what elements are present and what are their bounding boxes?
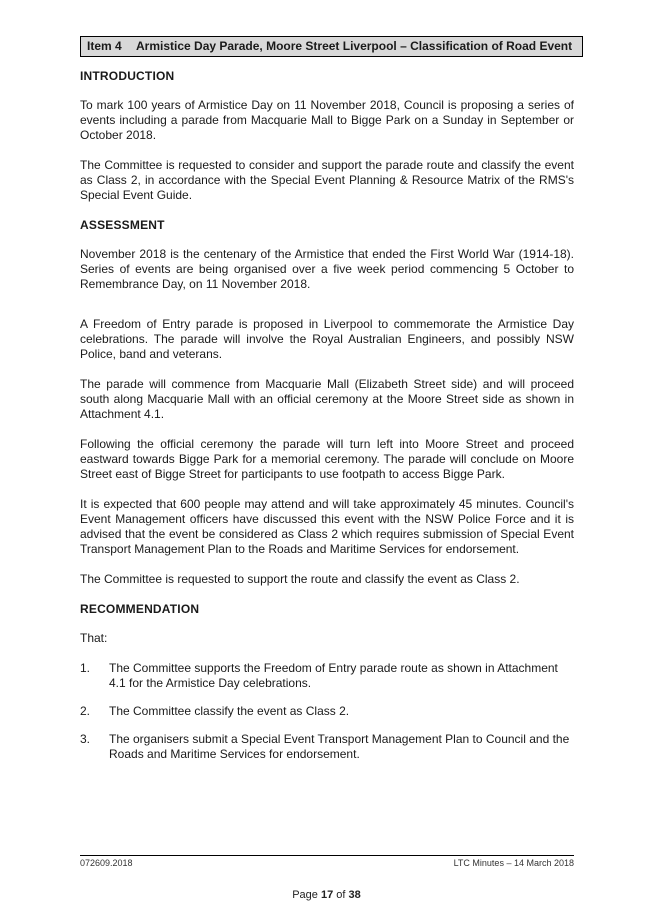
footer-minutes-date: LTC Minutes – 14 March 2018	[453, 858, 574, 868]
document-body	[80, 69, 574, 775]
recommendation-intro: That:	[80, 631, 108, 645]
assessment-paragraph: It is expected that 600 people may attend and will take approximately 45 minutes. Council's Event Management officers have discussed this event with the NSW Police Force and it is advised that the event be considered as Class 2 which requires submission of Special Event Transport Management Plan to the Roads and Maritime Services for endorsement.	[80, 497, 574, 556]
list-item-number: 2.	[80, 704, 91, 718]
recommendation-list	[80, 661, 574, 762]
page-number	[0, 889, 653, 901]
item-header	[80, 36, 583, 57]
page-current: 17	[320, 889, 334, 901]
footer-reference: 072609.2018	[80, 858, 133, 868]
list-item-number: 1.	[80, 661, 91, 675]
page-total: 38	[348, 889, 361, 901]
assessment-paragraph: Following the official ceremony the parade will turn left into Moore Street and proceed eastward towards Bigge Park for a memorial ceremony. The parade will conclude on Moore Street east of Bigge Street for participants to use footpath to access Bigge Park.	[80, 437, 574, 481]
introduction-paragraph: The Committee is requested to consider and support the parade route and classify the event as Class 2, in accordance with the Special Event Planning & Resource Matrix of the RMS's Special Event Guide.	[80, 158, 574, 202]
list-item-text: The Committee supports the Freedom of Entry parade route as shown in Attachment 4.1 for the Armistice Day celebrations.	[109, 661, 558, 690]
assessment-paragraph: The Committee is requested to support the route and classify the event as Class 2.	[80, 572, 520, 586]
introduction-heading: INTRODUCTION	[80, 69, 175, 83]
assessment-heading: ASSESSMENT	[80, 218, 165, 232]
list-item	[80, 732, 574, 762]
item-title: Armistice Day Parade, Moore Street Liverpool – Classification of Road Event	[136, 39, 573, 53]
page-prefix: Page	[292, 889, 321, 901]
list-item-number: 3.	[80, 732, 91, 746]
footer-divider	[80, 855, 574, 856]
page-of: of	[333, 889, 349, 901]
recommendation-heading: RECOMMENDATION	[80, 602, 200, 616]
item-number: Item 4	[87, 39, 122, 53]
assessment-paragraph: The parade will commence from Macquarie Mall (Elizabeth Street side) and will proceed south along Macquarie Mall with an official ceremony at the Moore Street side as shown in Attachment 4.1.	[80, 377, 574, 421]
assessment-paragraph: November 2018 is the centenary of the Armistice that ended the First World War (1914-18). Series of events are being organised over a five week period commencing 5 October to Remembrance Day, on 11 November 2018.	[80, 247, 574, 291]
list-item-text: The Committee classify the event as Class 2.	[109, 704, 350, 718]
list-item	[80, 661, 574, 691]
list-item	[80, 704, 574, 719]
list-item-text: The organisers submit a Special Event Transport Management Plan to Council and the Roads and Maritime Services for endorsement.	[109, 732, 570, 761]
assessment-paragraph: A Freedom of Entry parade is proposed in Liverpool to commemorate the Armistice Day celebrations. The parade will involve the Royal Australian Engineers, and possibly NSW Police, band and veterans.	[80, 317, 574, 361]
introduction-paragraph: To mark 100 years of Armistice Day on 11 November 2018, Council is proposing a series of events including a parade from Macquarie Mall to Bigge Park on a Sunday in September or October 2018.	[80, 98, 574, 142]
